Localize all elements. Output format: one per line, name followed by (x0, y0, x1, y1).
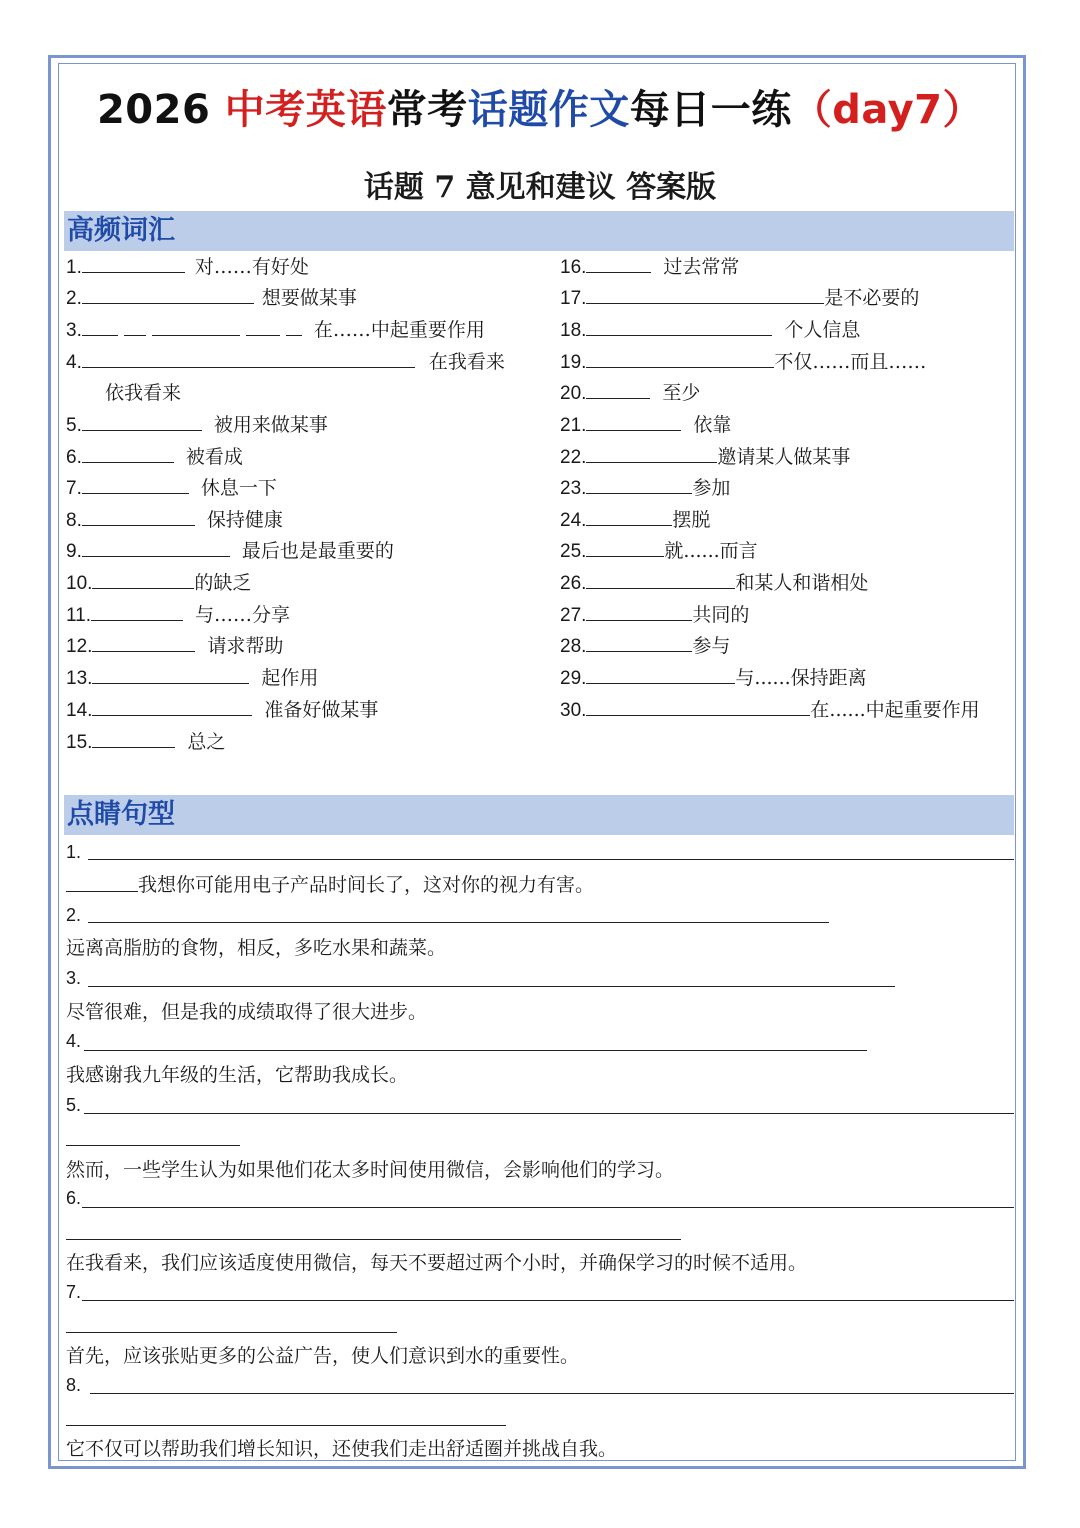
sentence-number: 7. (66, 1282, 82, 1302)
vocab-item (66, 570, 251, 596)
vocab-item (560, 570, 868, 596)
sentence-number: 2. (66, 905, 82, 925)
answer-blank (82, 349, 415, 368)
vocab-number: 24. (560, 510, 587, 531)
vocab-meaning: 对……有好处 (194, 256, 309, 278)
answer-blank (92, 570, 194, 589)
vocab-item (560, 633, 730, 659)
vocab-meaning: 保持健康 (206, 509, 283, 531)
vocab-item (560, 665, 867, 691)
vocab-number: 19. (560, 352, 587, 373)
vocab-number: 23. (560, 478, 587, 499)
vocab-number: 28. (560, 636, 587, 657)
vocab-item (560, 349, 926, 375)
vocab-number: 18. (560, 320, 587, 341)
answer-blank (586, 349, 774, 368)
sentence-meaning: 它不仅可以帮助我们增长知识，还使我们走出舒适圈并挑战自我。 (66, 1438, 618, 1460)
vocab-item (560, 380, 700, 406)
answer-line (66, 1239, 681, 1240)
answer-blank (586, 285, 824, 304)
vocab-item (66, 285, 357, 311)
sentence-meaning: 尽管很难，但是我的成绩取得了很大进步。 (66, 1001, 428, 1023)
title-part-daily: 每日一练 (629, 87, 792, 133)
vocab-item (560, 285, 919, 311)
answer-line (66, 1332, 397, 1333)
vocab-item (560, 317, 860, 343)
vocab-meaning: 个人信息 (784, 319, 861, 341)
vocab-item (66, 444, 243, 470)
answer-blank (82, 254, 185, 273)
answer-line (90, 1393, 1014, 1394)
vocab-meaning: 邀请某人做某事 (717, 446, 851, 468)
sentence-meaning: 在我看来，我们应该适度使用微信，每天不要超过两个小时，并确保学习的时候不适用。 (66, 1252, 808, 1274)
vocab-item (66, 349, 505, 375)
vocab-meaning: 与......保持距离 (735, 667, 867, 689)
title-part-year: 2026 (96, 87, 225, 133)
title-part-day: （day7） (791, 87, 984, 133)
vocab-meaning: 就......而言 (664, 540, 758, 562)
vocab-meaning: 与……分享 (195, 604, 291, 626)
answer-blank (152, 317, 240, 336)
vocab-number: 11. (66, 605, 92, 626)
sentence-number: 3. (66, 968, 82, 988)
answer-blank (586, 665, 735, 684)
vocab-meaning: 休息一下 (200, 477, 277, 499)
answer-blank (586, 254, 651, 273)
vocab-item (66, 507, 283, 533)
answer-blank (91, 602, 183, 621)
vocab-item (560, 538, 758, 564)
answer-blank (82, 475, 189, 494)
vocab-item (66, 602, 290, 628)
vocab-meaning: 请求帮助 (207, 635, 284, 657)
vocab-item (66, 317, 485, 343)
vocab-item (560, 412, 731, 438)
answer-blank (586, 444, 717, 463)
sentence-number: 4. (66, 1031, 82, 1051)
answer-line (84, 1113, 1014, 1114)
answer-blank (92, 697, 252, 716)
answer-line (66, 891, 138, 892)
answer-blank (586, 633, 692, 652)
vocab-number: 21. (560, 415, 587, 436)
vocab-number: 13. (66, 668, 93, 689)
answer-blank (82, 538, 230, 557)
vocab-meaning: 最后也是最重要的 (241, 540, 394, 562)
vocab-item (66, 729, 225, 755)
answer-blank (92, 633, 195, 652)
answer-blank (82, 317, 118, 336)
page-title (0, 78, 1080, 135)
vocab-number: 5. (66, 415, 82, 436)
answer-blank (586, 507, 672, 526)
vocab-number: 1. (66, 257, 82, 278)
vocab-number: 30. (560, 700, 587, 721)
vocab-number: 10. (66, 573, 93, 594)
vocab-meaning: 依靠 (693, 414, 732, 436)
vocab-number: 29. (560, 668, 587, 689)
sentence-section-heading: 点睛句型 (64, 795, 1014, 835)
vocab-number: 20. (560, 383, 587, 404)
vocab-item (560, 507, 710, 533)
vocab-number: 27. (560, 605, 587, 626)
vocab-meaning: 的缺乏 (194, 572, 252, 594)
answer-blank (92, 729, 175, 748)
answer-blank (92, 665, 249, 684)
answer-line (88, 986, 895, 987)
answer-line (66, 1425, 506, 1426)
vocab-number: 15. (66, 732, 93, 753)
answer-blank (586, 602, 692, 621)
answer-blank (82, 444, 174, 463)
vocab-number: 2. (66, 288, 82, 309)
answer-blank (124, 317, 146, 336)
vocab-item (105, 380, 181, 406)
vocab-number: 8. (66, 510, 82, 531)
title-part-exam: 中考英语 (224, 87, 387, 133)
vocab-item (560, 254, 739, 280)
sentence-number: 5. (66, 1095, 82, 1115)
vocab-meaning: 准备好做某事 (264, 699, 379, 721)
vocab-meaning: 参与 (692, 635, 731, 657)
answer-blank (586, 475, 692, 494)
vocab-meaning: 依我看来 (105, 382, 182, 404)
vocab-meaning: 被看成 (185, 446, 243, 468)
vocab-item (66, 412, 328, 438)
sentence-meaning: 我想你可能用电子产品时间长了，这对你的视力有害。 (138, 874, 595, 896)
title-part-common: 常考 (386, 87, 468, 133)
vocab-number: 6. (66, 447, 82, 468)
answer-blank (246, 317, 280, 336)
title-part-topic: 话题作文 (467, 87, 630, 133)
vocab-meaning: 在……中起重要作用 (313, 319, 485, 341)
answer-blank (82, 412, 202, 431)
vocab-number: 16. (560, 257, 587, 278)
sentence-meaning: 我感谢我九年级的生活，它帮助我成长。 (66, 1064, 409, 1086)
sentence-meaning: 然而，一些学生认为如果他们花太多时间使用微信，会影响他们的学习。 (66, 1159, 675, 1181)
vocab-number: 14. (66, 700, 93, 721)
vocab-item (560, 697, 980, 723)
vocab-number: 4. (66, 352, 82, 373)
answer-blank (586, 380, 650, 399)
vocab-item (66, 538, 394, 564)
vocab-number: 22. (560, 447, 587, 468)
sentence-meaning: 首先，应该张贴更多的公益广告，使人们意识到水的重要性。 (66, 1345, 580, 1367)
vocab-meaning: 和某人和谐相处 (735, 572, 869, 594)
vocab-item (560, 475, 730, 501)
answer-blank (586, 412, 681, 431)
page-subtitle: 话题 7 意见和建议 答案版 (363, 170, 717, 205)
sentence-number: 6. (66, 1188, 82, 1208)
vocab-item (66, 475, 277, 501)
answer-line (66, 1145, 240, 1146)
vocab-meaning: 过去常常 (663, 256, 740, 278)
answer-blank (586, 570, 735, 589)
vocab-item (66, 697, 378, 723)
vocab-item (560, 444, 850, 470)
vocab-item (66, 633, 283, 659)
answer-line (88, 922, 829, 923)
vocab-meaning: 至少 (662, 382, 701, 404)
vocab-section-heading: 高频词汇 (64, 211, 1014, 251)
sentence-number: 1. (66, 842, 82, 862)
vocab-meaning: 总之 (187, 731, 226, 753)
answer-blank (286, 317, 302, 336)
vocab-meaning: 在......中起重要作用 (810, 699, 980, 721)
sentence-number: 8. (66, 1375, 82, 1395)
vocab-meaning: 被用来做某事 (213, 414, 328, 436)
vocab-number: 7. (66, 478, 82, 499)
answer-line (84, 1050, 867, 1051)
vocab-meaning: 参加 (692, 477, 731, 499)
vocab-meaning: 起作用 (261, 667, 319, 689)
answer-blank (586, 317, 772, 336)
answer-line (82, 1207, 1014, 1208)
vocab-number: 25. (560, 541, 587, 562)
sentence-meaning: 远离高脂肪的食物，相反，多吃水果和蔬菜。 (66, 937, 447, 959)
answer-blank (82, 507, 195, 526)
vocab-number: 17. (560, 288, 587, 309)
answer-line (82, 1300, 1014, 1301)
answer-line (88, 859, 1014, 860)
vocab-meaning: 共同的 (692, 604, 750, 626)
vocab-meaning: 是不必要的 (824, 287, 920, 309)
answer-blank (586, 538, 664, 557)
vocab-number: 9. (66, 541, 82, 562)
vocab-number: 26. (560, 573, 587, 594)
vocab-number: 3. (66, 320, 82, 341)
answer-blank (586, 697, 810, 716)
vocab-meaning: 不仅……而且…… (774, 351, 927, 373)
vocab-number: 12. (66, 636, 93, 657)
vocab-item (66, 254, 309, 280)
vocab-item (66, 665, 318, 691)
answer-blank (82, 285, 254, 304)
vocab-item (560, 602, 749, 628)
vocab-meaning: 摆脱 (672, 509, 711, 531)
vocab-meaning: 在我看来 (428, 351, 505, 373)
vocab-meaning: 想要做某事 (261, 287, 357, 309)
